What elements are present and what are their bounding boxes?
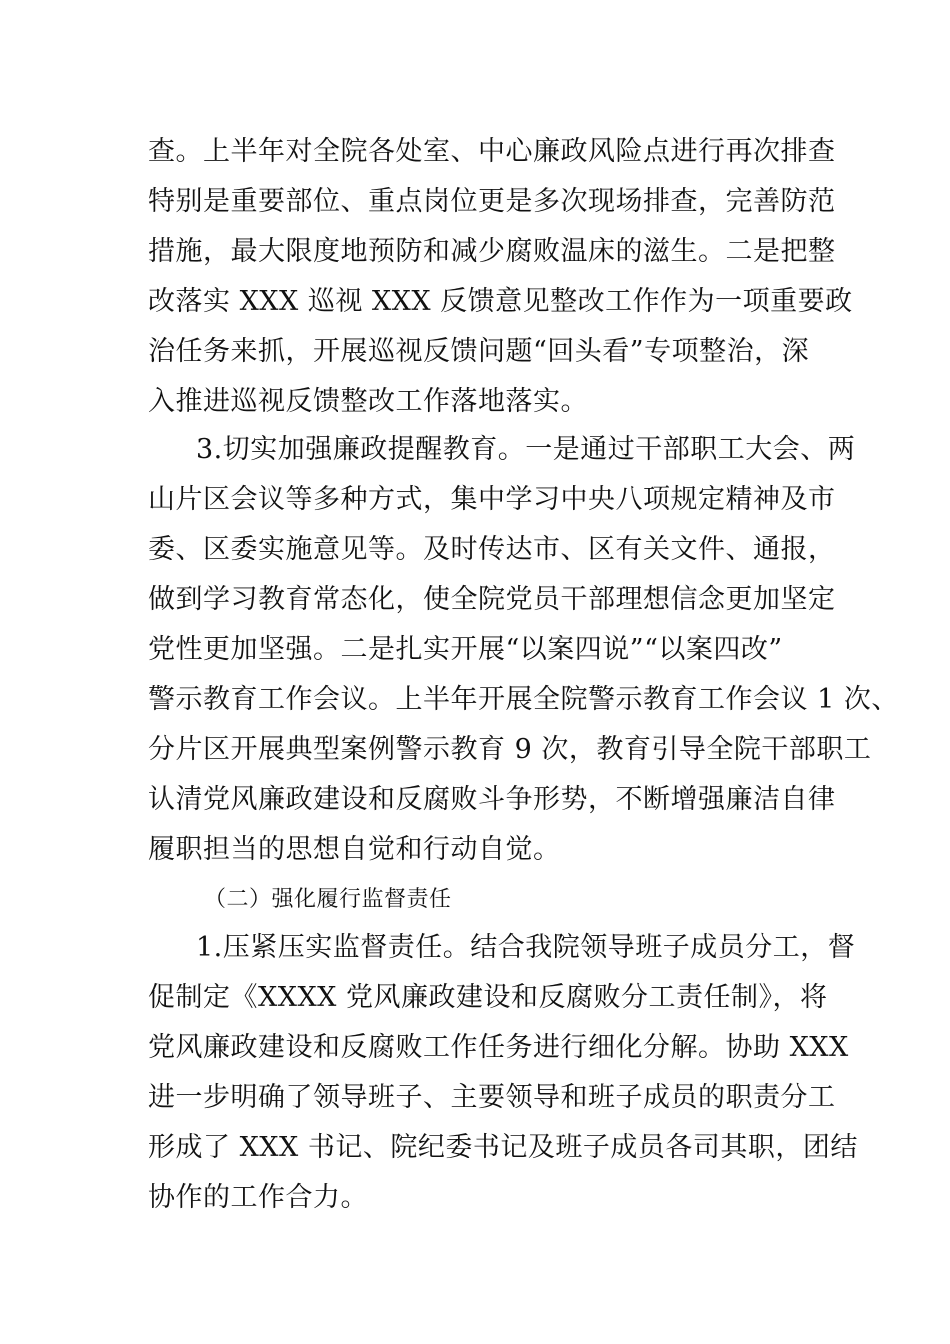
text-line: 认清党风廉政建设和反腐败斗争形势，不断增强廉洁自律	[148, 784, 836, 815]
text-line: 改落实 XXX 巡视 XXX 反馈意见整改工作作为一项重要政	[148, 286, 853, 317]
text-line: 党风廉政建设和反腐败工作任务进行细化分解。协助 XXX	[148, 1032, 849, 1063]
text-line: 做到学习教育常态化，使全院党员干部理想信念更加坚定	[148, 584, 836, 615]
text-line: 措施，最大限度地预防和减少腐败温床的滋生。二是把整	[148, 236, 836, 267]
text-line: 委、区委实施意见等。及时传达市、区有关文件、通报，	[148, 534, 836, 565]
text-line: 入推进巡视反馈整改工作落地落实。	[148, 386, 588, 417]
text-line: 分片区开展典型案例警示教育 9 次，教育引导全院干部职工	[148, 734, 872, 765]
section-heading: （二）强化履行监督责任	[204, 887, 452, 912]
text-line: 形成了 XXX 书记、院纪委书记及班子成员各司其职，团结	[148, 1132, 858, 1163]
text-line: 促制定《XXXX 党风廉政建设和反腐败分工责任制》，将	[148, 982, 828, 1013]
text-line: 治任务来抓，开展巡视反馈问题“回头看”专项整治，深	[148, 336, 810, 367]
paragraph-heading-line: 3.切实加强廉政提醒教育。一是通过干部职工大会、两	[196, 434, 856, 465]
text-line: 特别是重要部位、重点岗位更是多次现场排查，完善防范	[148, 186, 836, 217]
text-line: 警示教育工作会议。上半年开展全院警示教育工作会议 1 次、	[148, 684, 899, 715]
text-line: 履职担当的思想自觉和行动自觉。	[148, 834, 561, 865]
text-line: 进一步明确了领导班子、主要领导和班子成员的职责分工	[148, 1082, 836, 1113]
text-line: 党性更加坚强。二是扎实开展“以案四说”“以案四改”	[148, 634, 783, 665]
text-line: 山片区会议等多种方式，集中学习中央八项规定精神及市	[148, 484, 836, 515]
paragraph-heading-line: 1.压紧压实监督责任。结合我院领导班子成员分工，督	[196, 932, 856, 963]
text-line: 协作的工作合力。	[148, 1182, 368, 1213]
text-line: 查。上半年对全院各处室、中心廉政风险点进行再次排查	[148, 136, 836, 167]
